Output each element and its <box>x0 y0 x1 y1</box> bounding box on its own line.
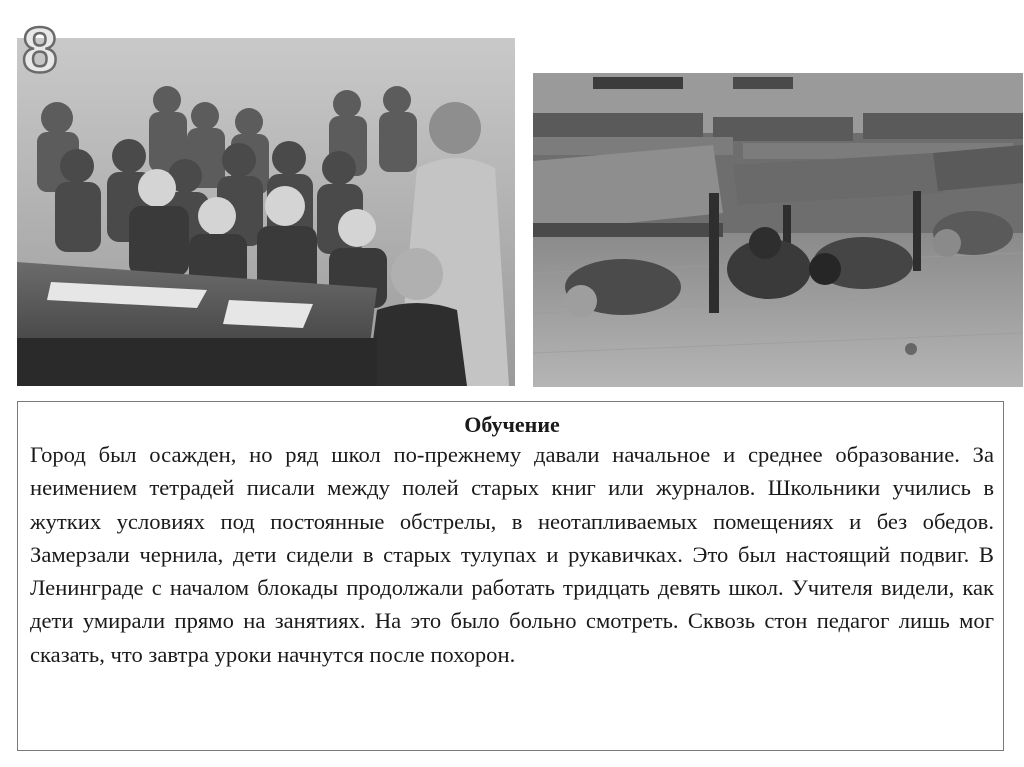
slide-number: 8 <box>22 14 58 86</box>
classroom-photo-image <box>17 38 515 386</box>
section-title: Обучение <box>464 412 560 437</box>
description-box <box>17 401 1004 751</box>
section-body-text: Город был осажден, но ряд школ по-прежнему давали начальное и среднее образование. За неимением тетрадей писали между полей старых книг или журналов. Школьники учились в жутких условиях под постоянные обстрелы, в неотапливаемых помещениях и без обедов. Замерзали чернила, дети сидели в старых тулупах и рукавичках. Это был настоящий подвиг. В Ленинграде с началом блокады продолжали работать тридцать девять школ. Учителя видели, как дети умирали прямо на занятиях. На это было больно смотреть. Сквозь стон педагог лишь мог сказать, что завтра уроки начнутся после похорон. <box>30 442 994 667</box>
air-raid-drill-photo-image <box>533 73 1023 387</box>
classroom-photo <box>17 38 515 386</box>
air-raid-drill-photo <box>533 73 1023 387</box>
